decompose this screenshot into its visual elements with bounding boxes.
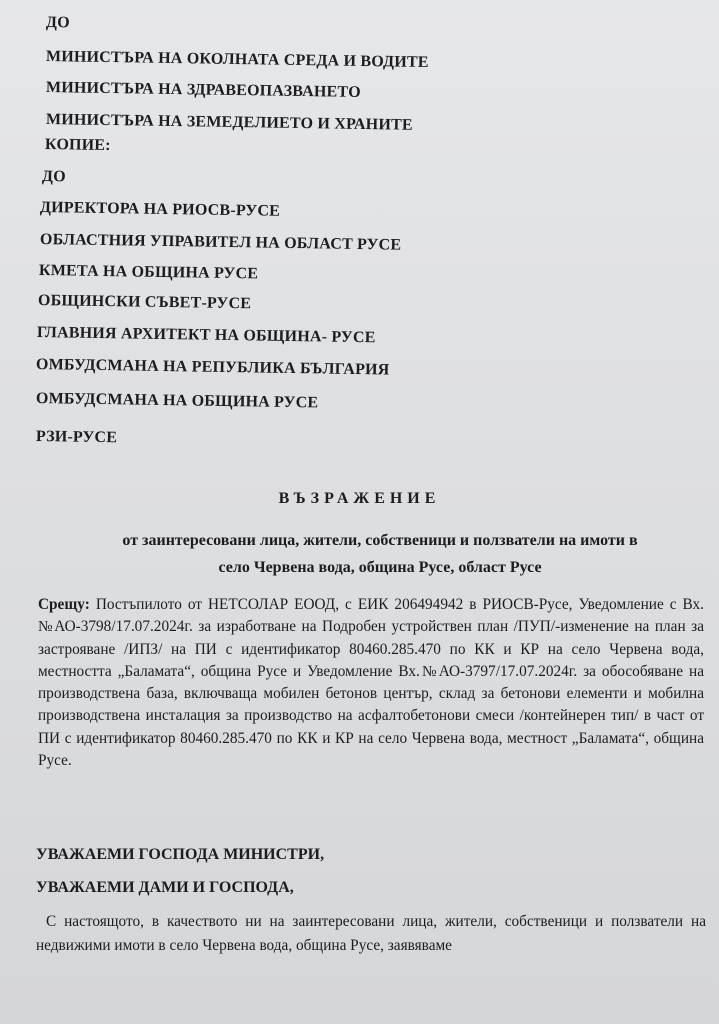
against-label: Срещу:	[38, 596, 90, 613]
addressee-line: КОПИЕ:	[44, 136, 111, 155]
addressee-line: ГЛАВНИЯ АРХИТЕКТ НА ОБЩИНА- РУСЕ	[36, 324, 376, 347]
addressee-line: ОБЛАСТНИЯ УПРАВИТЕЛ НА ОБЛАСТ РУСЕ	[39, 231, 402, 254]
addressee-line: МИНИСТЪРА НА ЗДРАВЕОПАЗВАНЕТО	[45, 79, 361, 101]
greeting-ministers: УВАЖАЕМИ ГОСПОДА МИНИСТРИ,	[36, 846, 325, 863]
greeting-ladies-gentlemen: УВАЖАЕМИ ДАМИ И ГОСПОДА,	[36, 879, 294, 896]
body-paragraph: С настоящото, в качеството ни на заинтересовани лица, жители, собственици и ползватели на недвижими имоти в село Червена вода, община Русе, заявяваме	[36, 913, 706, 954]
subtitle-line: от заинтересовани лица, жители, собственици и ползватели на имоти в	[122, 532, 638, 549]
addressee-line: РЗИ-РУСЕ	[35, 428, 118, 447]
against-paragraph	[38, 594, 704, 772]
addressee-line: ОМБУДСМАНА НА ОБЩИНА РУСЕ	[35, 390, 319, 412]
subtitle-line: село Червена вода, община Русе, област Русе	[218, 559, 542, 576]
addressee-line: КМЕТА НА ОБЩИНА РУСЕ	[38, 262, 259, 283]
addressee-line: ДО	[41, 168, 66, 186]
addressee-line: МИНИСТЪРА НА ЗЕМЕДЕЛИЕТО И ХРАНИТЕ	[45, 111, 413, 134]
addressee-line: ДИРЕКТОРА НА РИОСВ-РУСЕ	[39, 199, 281, 220]
document-subtitle	[60, 527, 700, 581]
addressee-line: ОМБУДСМАНА НА РЕПУБЛИКА БЪЛГАРИЯ	[35, 356, 390, 379]
against-text: Постъпилото от НЕТСОЛАР ЕООД, с ЕИК 206494942 в РИОСВ-Русе, Уведомление с Вх.№АО-3798/17.07.2024г. за изработване на Подробен устройствен план /ПУП/-изменение на план за застрояване /ИПЗ/ на ПИ с идентификатор 80460.285.470 по КК и КР на село Червена вода, местността „Баламата“, община Русе и Уведомление Вх.№АО-3797/17.07.2024г. за обособяване на производствена база, включваща мобилен бетонов център, склад за бетонови елементи и мобилна производствена инсталация за производство на асфалтобетонови смеси /контейнерен тип/ в част от ПИ с идентификатор 80460.285.470 по КК и КР на село Червена вода, местност „Баламата“, община Русе.	[38, 596, 704, 770]
addressee-line: ОБЩИНСКИ СЪВЕТ-РУСЕ	[37, 292, 252, 313]
addressee-line: ДО	[45, 14, 70, 32]
document-title: ВЪЗРАЖЕНИЕ	[278, 490, 441, 507]
addressee-line: МИНИСТЪРА НА ОКОЛНАТА СРЕДА И ВОДИТЕ	[45, 48, 429, 72]
